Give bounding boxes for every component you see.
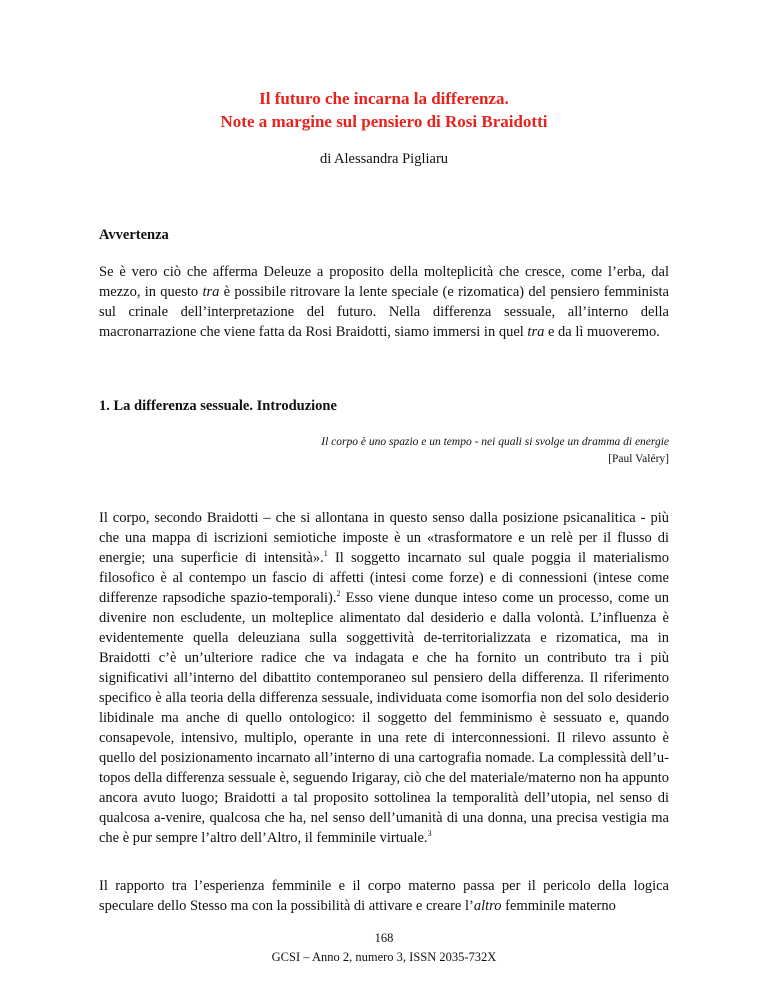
epigraph-quote: Il corpo è uno spazio e un tempo - nei quali si svolge un dramma di energie (321, 436, 669, 448)
footnote-ref-2[interactable]: 2 (336, 589, 341, 599)
page-number: 168 (374, 931, 394, 945)
footnote-ref-1[interactable]: 1 (323, 549, 328, 559)
emphasis-tra: tra (202, 284, 220, 300)
emphasis-tra: tra (527, 324, 545, 340)
journal-footer: GCSI – Anno 2, numero 3, ISSN 2035-732X (271, 950, 497, 964)
footnote-ref-3[interactable]: 3 (427, 829, 432, 839)
body-paragraph-2: Il rapporto tra l’esperienza femminile e il corpo materno passa per il pericolo della logica speculare dello Stesso ma con la possibilità di attivare e creare l’altro femminile materno (99, 878, 669, 914)
epigraph-author: [Paul Valéry] (608, 453, 669, 465)
avvertenza-paragraph: Se è vero ciò che afferma Deleuze a proposito della molteplicità che cresce, come l’erba, dal mezzo, in questo tra è possibile ritrovare la lente speciale (e rizomatica) del pensiero femminista sul crinale dell’interpretazione del futuro. Nella differenza sessuale, all’interno della macronarrazione che viene fatta da Rosi Braidotti, siamo immersi in quel tra e da lì muoveremo. (99, 264, 669, 340)
section-heading-1: 1. La differenza sessuale. Introduzione (99, 398, 337, 414)
article-author: di Alessandra Pigliaru (319, 151, 449, 167)
article-title-line-1: Il futuro che incarna la differenza. (259, 89, 509, 108)
emphasis-altro: altro (473, 898, 502, 914)
article-title-line-2: Note a margine sul pensiero di Rosi Braidotti (220, 112, 548, 131)
body-paragraph-1: Il corpo, secondo Braidotti – che si allontana in questo senso dalla posizione psicanalitica - più che una mappa di iscrizioni semiotiche imposte è un «trasformatore e un relè per il flusso di energie; una superficie di intensità».$^1$ Il soggetto incarnato sul quale poggia il materialismo filosofico è al contempo un fascio di affetti (intesi come forze) e di connessioni (intese come differenze rapsodiche spazio-temporali).$^2$ Esso viene dunque inteso come un processo, come un divenire non escludente, un molteplice alimentato dal desiderio e dalla volontà. L’influenza è evidentemente quella deleuziana sulla soggettività de-territorializzata e rizomatica, ma in Braidotti c’è un’ulteriore radice che va indagata e che ha fornito un contributo tra i più significativi all’interno del dibattito contemporaneo sul pensiero della differenza. Il riferimento specifico è alla teoria della differenza sessuale, individuata come isomorfia non del solo desiderio libidinale ma anche di quello ontologico: il soggetto del femminismo è sessuato e, quando consapevole, intensivo, multiplo, operante in una rete di interconnessioni. Il rilevo assunto è quello del posizionamento incarnato all’interno di una cartografia nomade. La complessità dell’u-topos della differenza sessuale è, seguendo Irigaray, ciò che del materiale/materno non ha appunto ancora avuto luogo; Braidotti a tal proposito sottolinea la temporalità dell’utopia, nel senso di qualcosa a-venire, qualcosa che ha, nel senso dell’umanità di una donna, una precisa vestigia ma che è pur sempre l’altro dell’Altro, il femminile virtuale.$^3$ (99, 510, 669, 846)
section-heading-avvertenza: Avvertenza (99, 227, 169, 243)
